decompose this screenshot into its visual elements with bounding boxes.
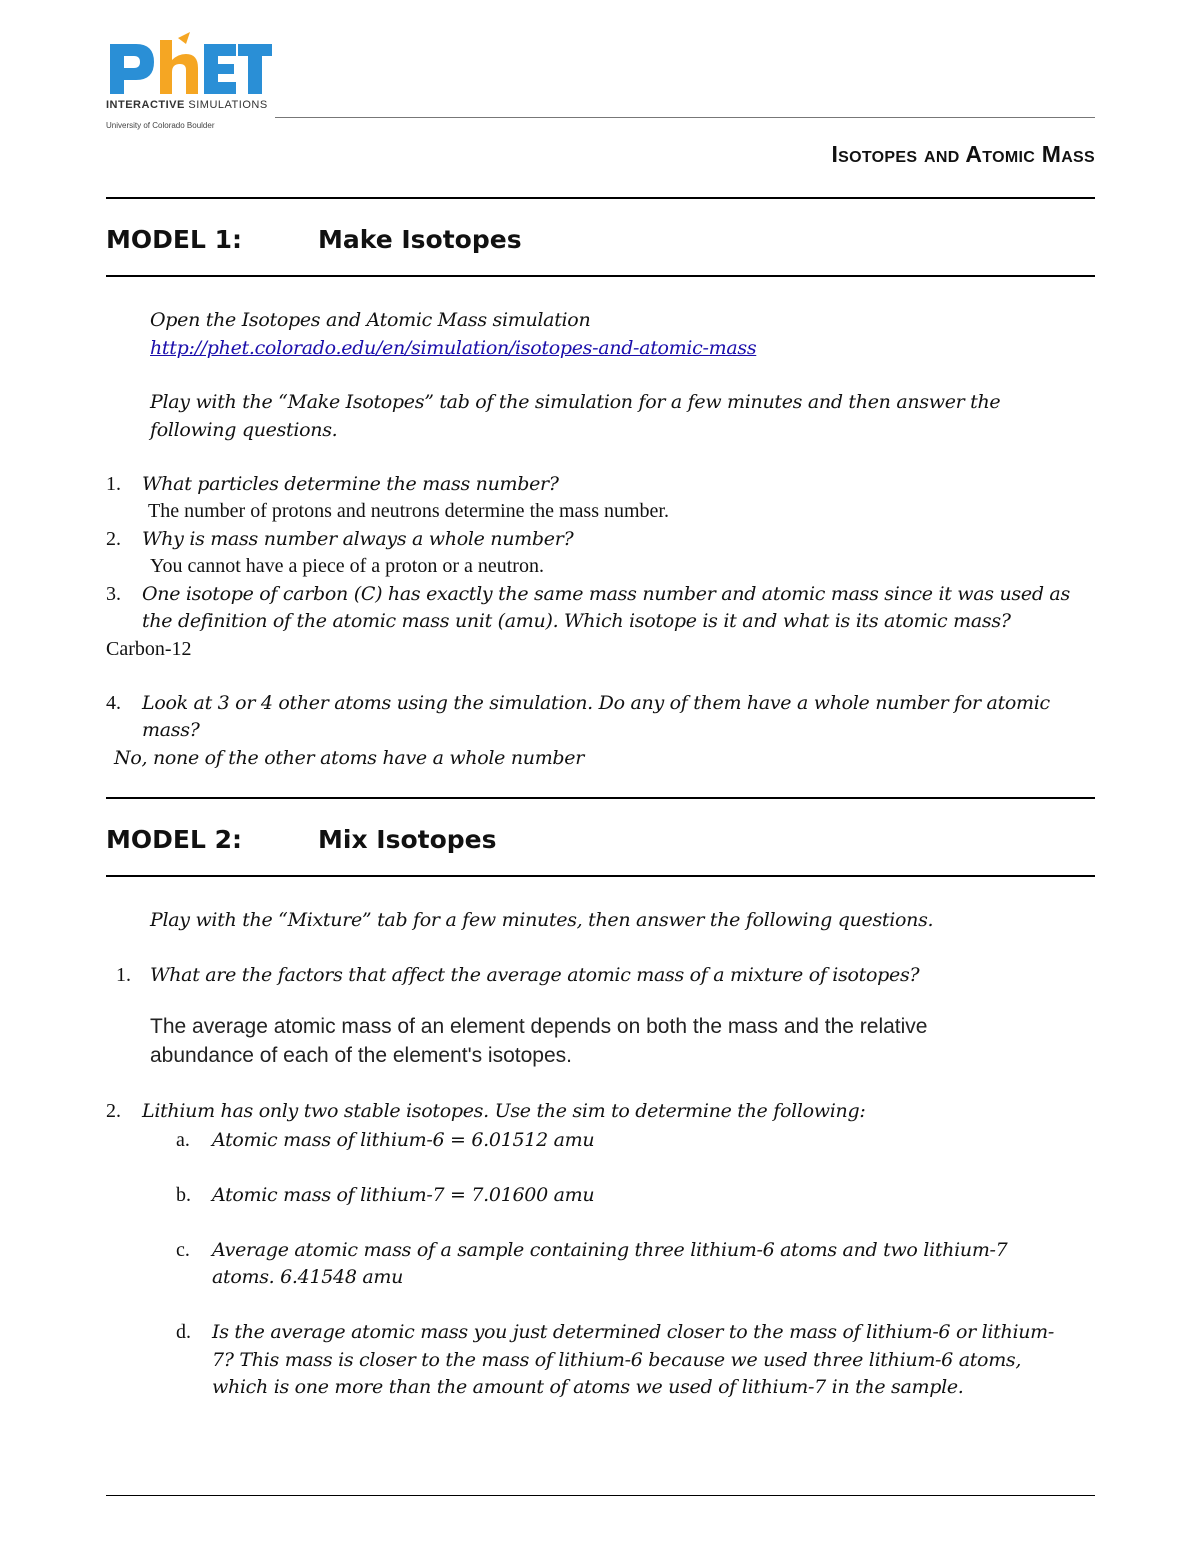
m1-q4-line1: Look at 3 or 4 other atoms using the simulation. Do any of them have a whole number for atomic [142,692,1050,714]
m2-qb-text: Atomic mass of lithium-7 = 7.01600 amu [212,1184,595,1206]
logo-subtitle [106,99,268,111]
model1-intro: Open the Isotopes and Atomic Mass simulation [150,309,591,331]
m2-q2-number: 2. [106,1100,121,1122]
m2-q1-text: What are the factors that affect the average atomic mass of a mixture of isotopes? [150,964,920,986]
model1-play-line2: following questions. [150,419,338,441]
phet-logo-mark [106,30,276,102]
rule-4 [106,875,1095,877]
header-thin-rule [275,117,1095,118]
m2-q1-number: 1. [116,964,131,986]
rule-3 [106,797,1095,799]
model2-name: Mix Isotopes [318,825,497,854]
m2-q2-text: Lithium has only two stable isotopes. Use the sim to determine the following: [142,1100,866,1122]
m1-q4-line2: mass? [142,719,200,741]
m1-a4-text: No, none of the other atoms have a whole number [114,747,585,769]
m2-qc-line2: atoms. 6.41548 amu [212,1266,404,1288]
m1-q3-line2: the definition of the atomic mass unit (amu). Which isotope is it and what is its atomic mass? [142,610,1011,632]
m1-q1-text: What particles determine the mass number? [142,473,559,495]
doc-title: Isotopes and Atomic Mass [831,141,1095,167]
m2-qd-line1: Is the average atomic mass you just determined closer to the mass of lithium-6 or lithium- [212,1321,1055,1343]
simulation-link[interactable]: http://phet.colorado.edu/en/simulation/isotopes-and-atomic-mass [150,337,757,359]
m2-qc-line1: Average atomic mass of a sample containing three lithium-6 atoms and two lithium-7 [212,1239,1008,1261]
footer-rule [106,1495,1095,1496]
m1-a2-text: You cannot have a piece of a proton or a neutron. [150,555,544,577]
m2-qa-letter: a. [176,1129,190,1151]
m2-a1-line1: The average atomic mass of an element depends on both the mass and the relative [150,1015,928,1038]
logo-sub-rest: SIMULATIONS [184,99,268,111]
m2-qd-line3: which is one more than the amount of atoms we used of lithium-7 in the sample. [212,1376,964,1398]
m1-a3-text: Carbon-12 [106,638,192,660]
model1-name: Make Isotopes [318,225,522,254]
rule-2 [106,275,1095,277]
rule-1 [106,197,1095,199]
m2-qd-letter: d. [176,1321,191,1343]
model1-play-line1: Play with the “Make Isotopes” tab of the simulation for a few minutes and then answer the [150,391,1001,413]
m1-q4-number: 4. [106,692,121,714]
model1-label: MODEL 1: [106,225,242,254]
logo-sub-bold: INTERACTIVE [106,99,185,111]
m1-q2-text: Why is mass number always a whole number? [142,528,574,550]
logo-university: University of Colorado Boulder [106,121,215,130]
m1-q3-line1: One isotope of carbon (C) has exactly the same mass number and atomic mass since it was used as [142,583,1070,605]
m2-qb-letter: b. [176,1184,191,1206]
m2-qa-text: Atomic mass of lithium-6 = 6.01512 amu [212,1129,595,1151]
m2-qc-letter: c. [176,1239,190,1261]
m2-a1-line2: abundance of each of the element's isotopes. [150,1044,572,1067]
m2-qd-line2: 7? This mass is closer to the mass of lithium-6 because we used three lithium-6 atoms, [212,1349,1022,1371]
m1-q1-number: 1. [106,473,121,495]
phet-logo [106,30,286,135]
model2-label: MODEL 2: [106,825,242,854]
m1-q2-number: 2. [106,528,121,550]
model2-play-line: Play with the “Mixture” tab for a few minutes, then answer the following questions. [150,909,934,931]
m1-a1-text: The number of protons and neutrons determine the mass number. [148,500,669,522]
m1-q3-number: 3. [106,583,121,605]
